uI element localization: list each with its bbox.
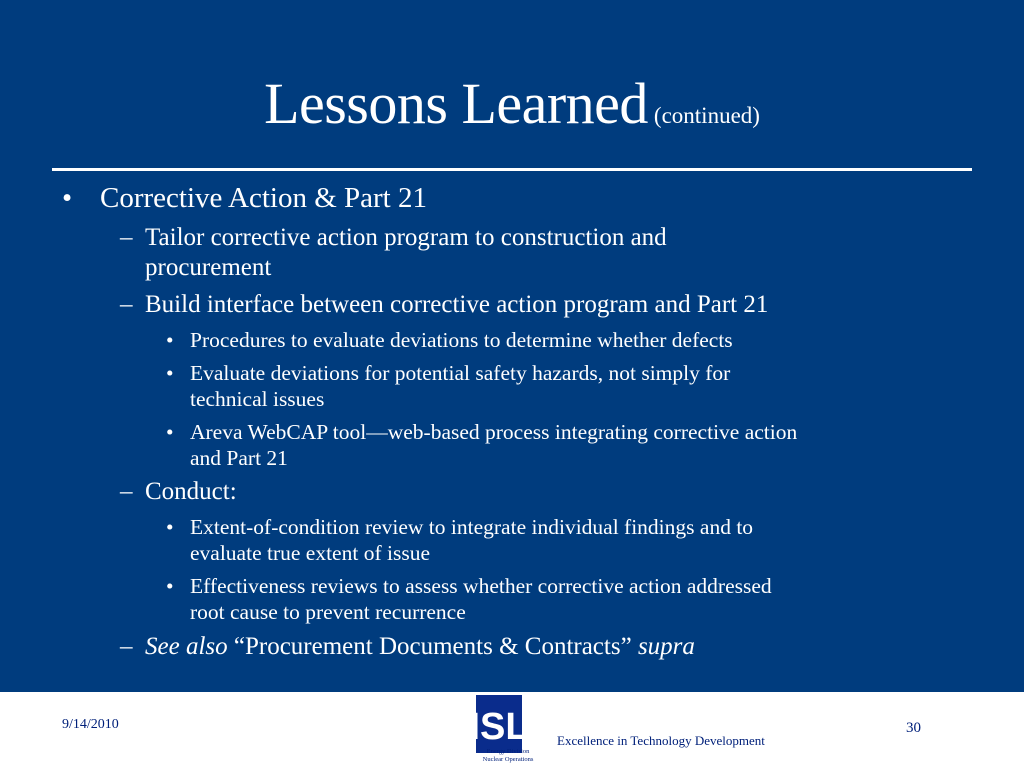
dash-marker: – <box>120 633 133 660</box>
logo-text: ISL <box>469 706 529 748</box>
list-item: technical issues <box>190 387 325 411</box>
bullet-marker: • <box>166 515 174 539</box>
bullet-marker: • <box>166 328 174 352</box>
title-divider <box>52 168 972 171</box>
footer <box>0 692 1024 768</box>
logo-caption-line: Nuclear Operations <box>482 756 534 763</box>
reference-text: “Procurement Documents & Contracts” <box>227 633 638 660</box>
dash-marker: – <box>120 224 133 251</box>
list-item: evaluate true extent of issue <box>190 541 430 565</box>
list-item: Tailor corrective action program to construction and <box>145 224 667 251</box>
logo-caption-line: Energy Division <box>486 748 530 755</box>
list-item: Extent-of-condition review to integrate individual findings and to <box>190 515 754 539</box>
dash-marker: – <box>120 478 133 505</box>
list-item: Evaluate deviations for potential safety hazards, not simply for <box>190 361 731 385</box>
list-item: and Part 21 <box>190 446 288 470</box>
page-number: 30 <box>906 720 921 736</box>
title-main: Lessons Learned <box>264 71 648 136</box>
list-item: Effectiveness reviews to assess whether corrective action addressed <box>190 574 772 598</box>
title-suffix: (continued) <box>653 103 760 128</box>
supra-text: supra <box>637 633 695 660</box>
logo-caption <box>476 748 540 764</box>
list-item: Procedures to evaluate deviations to determine whether defects <box>190 328 733 352</box>
list-item: Corrective Action & Part 21 <box>100 182 427 214</box>
list-item <box>145 633 695 661</box>
list-item: Build interface between corrective action program and Part 21 <box>145 291 769 318</box>
slide-title <box>0 70 1024 137</box>
list-item: Conduct: <box>145 478 237 505</box>
list-item: Areva WebCAP tool—web-based process integrating corrective action <box>190 420 798 444</box>
footer-date: 9/14/2010 <box>62 717 119 732</box>
bullet-marker: • <box>166 574 174 598</box>
bullet-marker: • <box>166 420 174 444</box>
see-also-text: See also <box>145 633 228 660</box>
list-item: procurement <box>145 254 272 281</box>
list-item: root cause to prevent recurrence <box>190 600 466 624</box>
bullet-marker: • <box>62 182 73 214</box>
dash-marker: – <box>120 291 133 318</box>
footer-tagline: Excellence in Technology Development <box>557 733 765 748</box>
bullet-marker: • <box>166 361 174 385</box>
